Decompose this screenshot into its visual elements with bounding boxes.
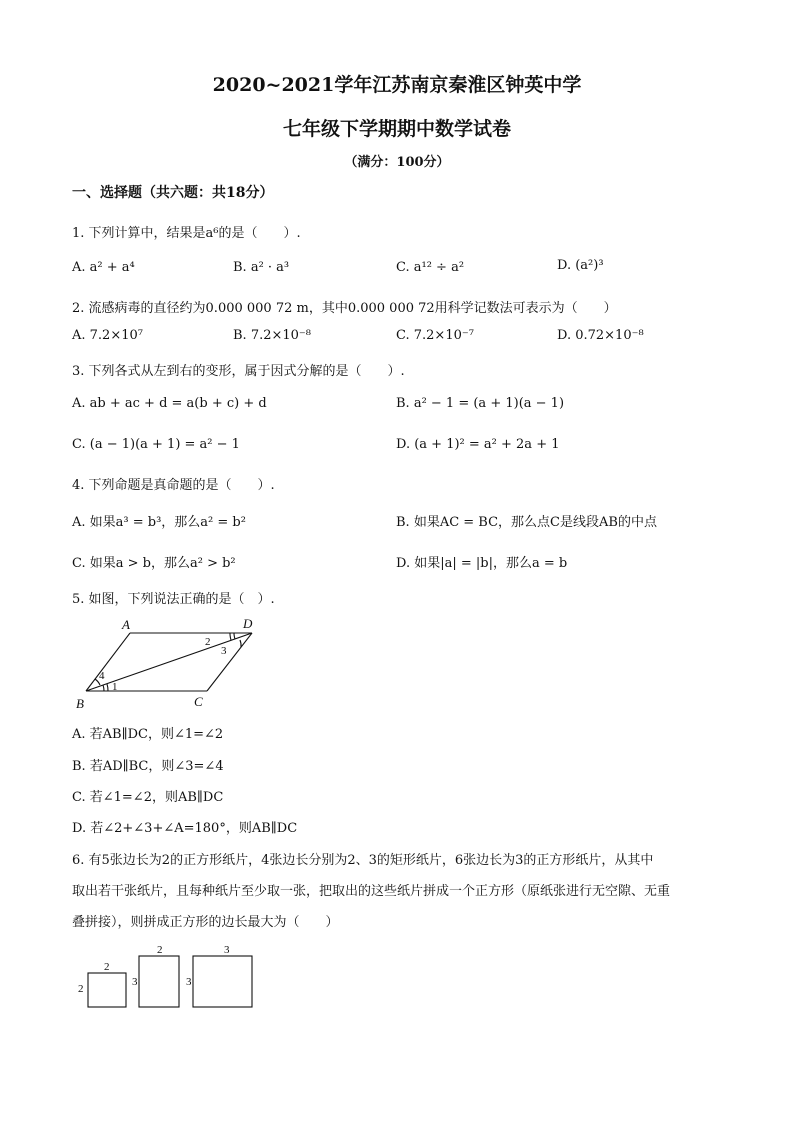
q1-option-b: B. a² · a³ — [233, 260, 290, 275]
q5-stem: 5. 如图，下列说法正确的是（ ）. — [72, 592, 275, 607]
q1-option-c: C. a¹² ÷ a² — [396, 260, 465, 275]
fig-angle-1: 1 — [112, 681, 118, 693]
q4-option-b: B. 如果AC = BC，那么点C是线段AB的中点 — [396, 515, 657, 530]
fig-angle-4: 4 — [99, 670, 105, 682]
q1-stem: 1. 下列计算中，结果是a⁶的是（ ）. — [72, 226, 301, 241]
q6-paper-pieces-figure — [72, 940, 272, 1015]
q6-stem-line3: 叠拼接），则拼成正方形的边长最大为（ ） — [72, 915, 339, 930]
fig-label-c: C — [194, 694, 203, 709]
q3-option-d: D. (a + 1)² = a² + 2a + 1 — [396, 437, 560, 452]
q2-option-d: D. 0.72×10⁻⁸ — [557, 328, 644, 343]
square3-top-label: 3 — [224, 944, 230, 956]
q6-stem-line2: 取出若干张纸片，且每种纸片至少取一张，把取出的这些纸片拼成一个正方形（原纸张进行无空隙、无重 — [72, 884, 671, 899]
q6-stem-line1: 6. 有5张边长为2的正方形纸片，4张边长分别为2、3的矩形纸片，6张边长为3的正方形纸片，从其中 — [72, 853, 654, 868]
fig-label-d: D — [243, 616, 253, 631]
q3-stem: 3. 下列各式从左到右的变形，属于因式分解的是（ ）. — [72, 364, 405, 379]
q5-option-c: C. 若∠1=∠2，则AB∥DC — [72, 790, 224, 805]
fig-label-a: A — [122, 617, 130, 632]
square2-left-label: 2 — [78, 983, 84, 995]
rect-top-label: 2 — [157, 944, 163, 956]
rect-left-label: 3 — [132, 976, 138, 988]
section-heading: 一、选择题（共六题：共18分） — [72, 185, 274, 201]
q3-option-b: B. a² − 1 = (a + 1)(a − 1) — [396, 396, 565, 411]
q5-parallelogram-figure — [70, 612, 270, 712]
q4-option-c: C. 如果a > b，那么a² > b² — [72, 556, 236, 571]
square-3-piece — [193, 956, 252, 1007]
q2-option-a: A. 7.2×10⁷ — [72, 328, 143, 343]
q1-option-a: A. a² + a⁴ — [72, 260, 135, 275]
q3-option-a: A. ab + ac + d = a(b + c) + d — [72, 396, 267, 411]
q2-option-c: C. 7.2×10⁻⁷ — [396, 328, 474, 343]
q2-stem: 2. 流感病毒的直径约为0.000 000 72 m，其中0.000 000 72用科学记数法可表示为（ ） — [72, 301, 617, 316]
fig-angle-3: 3 — [221, 645, 227, 657]
q5-option-a: A. 若AB∥DC，则∠1=∠2 — [72, 727, 224, 742]
square2-top-label: 2 — [104, 961, 110, 973]
rectangle-2x3-piece — [139, 956, 179, 1007]
q4-stem: 4. 下列命题是真命题的是（ ）. — [72, 478, 275, 493]
square-2-piece — [88, 973, 126, 1007]
q5-option-d: D. 若∠2+∠3+∠A=180°，则AB∥DC — [72, 821, 298, 836]
full-score: （满分：100分） — [344, 155, 450, 170]
q3-option-c: C. (a − 1)(a + 1) = a² − 1 — [72, 437, 240, 452]
q5-option-b: B. 若AD∥BC，则∠3=∠4 — [72, 759, 224, 774]
q4-option-a: A. 如果a³ = b³，那么a² = b² — [72, 515, 246, 530]
q2-option-b: B. 7.2×10⁻⁸ — [233, 328, 311, 343]
exam-title-line1: 2020~2021学年江苏南京秦淮区钟英中学 — [212, 74, 582, 96]
fig-angle-2: 2 — [205, 636, 211, 648]
square3-left-label: 3 — [186, 976, 192, 988]
fig-label-b: B — [76, 696, 84, 711]
exam-title-line2: 七年级下学期期中数学试卷 — [282, 118, 511, 140]
q1-option-d: D. (a²)³ — [557, 258, 604, 273]
q4-option-d: D. 如果|a| = |b|，那么a = b — [396, 556, 568, 571]
